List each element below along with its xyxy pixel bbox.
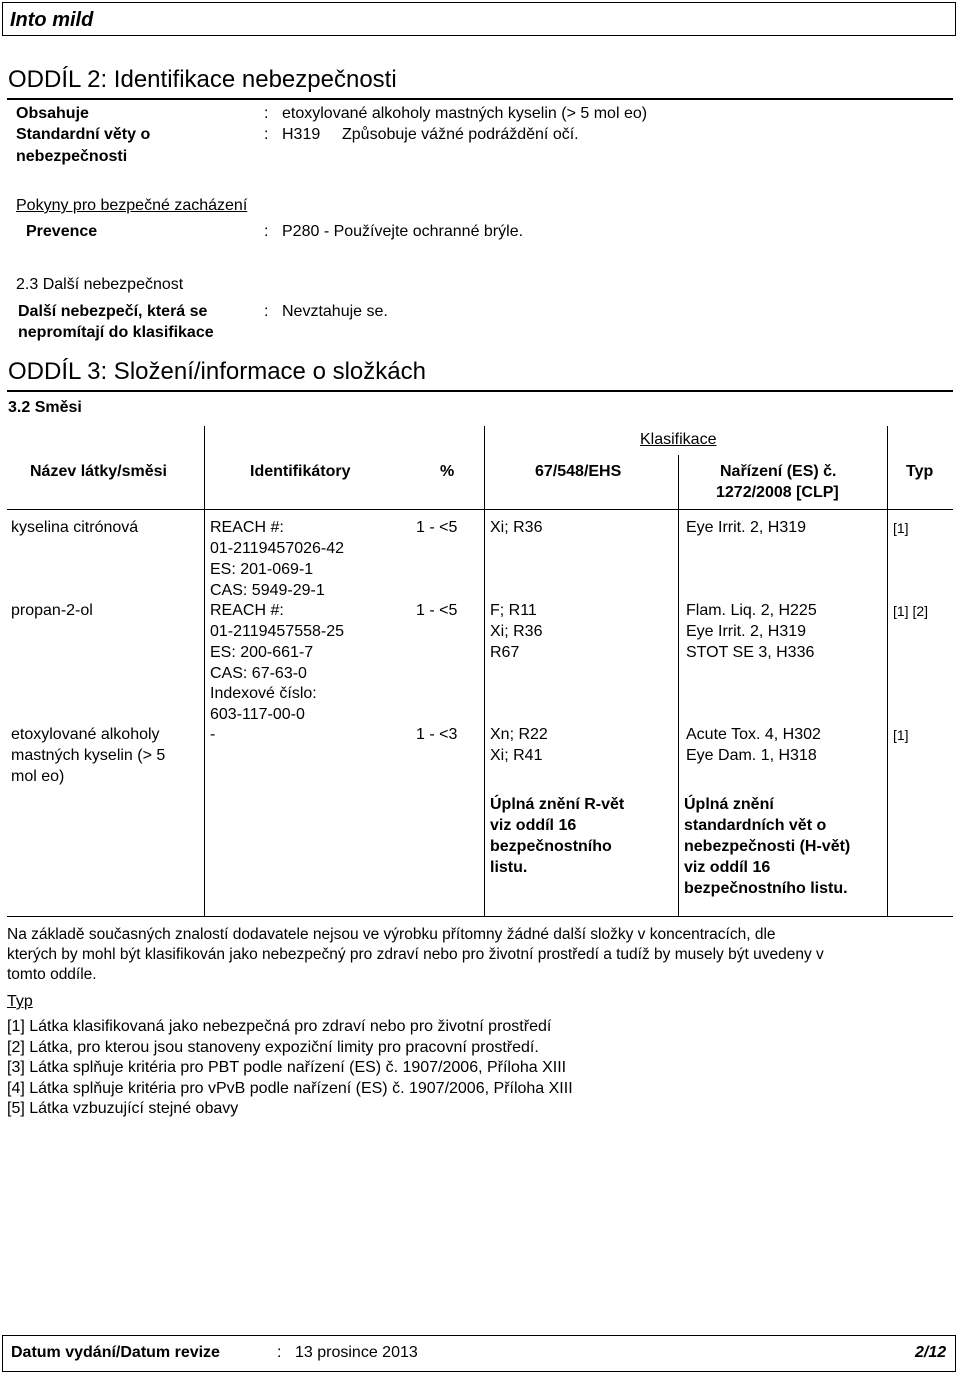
- other-hazards-heading: 2.3 Další nebezpečnost: [16, 276, 184, 293]
- other-hazards-value: Nevztahuje se.: [282, 303, 388, 320]
- row1-identifier: ES: 201-069-1: [210, 561, 314, 578]
- note-clp: bezpečnostního listu.: [684, 880, 848, 897]
- col-group-classification: Klasifikace: [640, 431, 717, 448]
- note-eu67: listu.: [490, 859, 528, 876]
- col-header-clp-line2: 1272/2008 [CLP]: [716, 484, 839, 501]
- contains-value: etoxylované alkoholy mastných kyselin (> 5 mol eo): [282, 105, 648, 122]
- section-2-title: ODDÍL 2: Identifikace nebezpečnosti: [8, 66, 397, 93]
- hazard-label-line2: nebezpečnosti: [16, 148, 128, 165]
- row2-eu67: Xi; R36: [490, 623, 543, 640]
- other-hazards-label-line1: Další nebezpečí, která se: [18, 303, 208, 320]
- grid-line: [7, 916, 953, 917]
- type-note: [3] Látka splňuje kritéria pro PBT podle nařízení (ES) č. 1907/2006, Příloha XIII: [7, 1059, 567, 1076]
- row1-percent: 1 - <5: [416, 519, 458, 536]
- row2-clp: Flam. Liq. 2, H225: [686, 602, 817, 619]
- grid-line: [7, 509, 953, 510]
- grid-line: [484, 426, 485, 916]
- row2-identifier: REACH #:: [210, 602, 284, 619]
- row2-eu67: F; R11: [490, 602, 537, 619]
- row3-eu67: Xi; R41: [490, 747, 543, 764]
- precaution-heading: Pokyny pro bezpečné zacházení: [16, 197, 248, 214]
- section-3-title: ODDÍL 3: Složení/informace o složkách: [8, 358, 426, 385]
- grid-line: [204, 510, 205, 916]
- row2-name: propan-2-ol: [11, 602, 93, 619]
- row1-name: kyselina citrónová: [11, 519, 139, 536]
- hazard-code: H319: [282, 126, 321, 143]
- row2-identifier: ES: 200-661-7: [210, 644, 314, 661]
- note-eu67: Úplná znění R-vět: [490, 796, 625, 813]
- note-clp: viz oddíl 16: [684, 859, 771, 876]
- row1-identifier: REACH #:: [210, 519, 284, 536]
- row2-clp: STOT SE 3, H336: [686, 644, 815, 661]
- row3-eu67: Xn; R22: [490, 726, 548, 743]
- contains-colon: :: [264, 105, 269, 122]
- document-header: [2, 2, 956, 36]
- row2-identifier: 603-117-00-0: [210, 706, 305, 723]
- footer-date: 13 prosince 2013: [295, 1344, 418, 1361]
- prevention-value: P280 - Používejte ochranné brýle.: [282, 223, 524, 240]
- row3-percent: 1 - <3: [416, 726, 458, 743]
- paragraph-line: kterých by mohl být klasifikován jako nebezpečný pro zdraví nebo pro životní prostředí a tudíž by musely být uvedeny v: [7, 946, 824, 963]
- type-heading: Typ: [7, 993, 33, 1010]
- page-number: 2/12: [915, 1344, 947, 1361]
- row3-name: etoxylované alkoholy: [11, 726, 160, 743]
- contains-label: Obsahuje: [16, 105, 89, 122]
- type-note: [4] Látka splňuje kritéria pro vPvB podle nařízení (ES) č. 1907/2006, Příloha XIII: [7, 1080, 573, 1097]
- note-eu67: viz oddíl 16: [490, 817, 577, 834]
- col-header-eu67: 67/548/EHS: [535, 463, 622, 480]
- row1-clp: Eye Irrit. 2, H319: [686, 519, 807, 536]
- row2-eu67: R67: [490, 644, 520, 661]
- col-header-clp-line1: Nařízení (ES) č.: [720, 463, 837, 480]
- hazard-colon: :: [264, 126, 269, 143]
- row3-identifier: -: [210, 726, 216, 743]
- row1-identifier: 01-2119457026-42: [210, 540, 345, 557]
- prevention-label: Prevence: [26, 223, 98, 240]
- note-clp: standardních vět o: [684, 817, 827, 834]
- type-note: [1] Látka klasifikovaná jako nebezpečná pro zdraví nebo pro životní prostředí: [7, 1018, 552, 1035]
- paragraph-line: Na základě současných znalostí dodavatele nejsou ve výrobku přítomny žádné další složky v koncentracích, dle: [7, 926, 776, 943]
- section-2-rule: [7, 98, 953, 100]
- other-hazards-colon: :: [264, 303, 269, 320]
- row3-clp: Eye Dam. 1, H318: [686, 747, 817, 764]
- grid-line: [678, 455, 679, 916]
- row2-identifier: CAS: 67-63-0: [210, 665, 307, 682]
- row1-type: [1]: [893, 520, 909, 536]
- document-footer: [2, 1335, 956, 1372]
- hazard-label-line1: Standardní věty o: [16, 126, 151, 143]
- row2-identifier: Indexové číslo:: [210, 685, 317, 702]
- grid-line: [887, 426, 888, 916]
- section-3-rule: [7, 390, 953, 392]
- product-name: Into mild: [10, 9, 94, 31]
- other-hazards-label-line2: nepromítají do klasifikace: [18, 324, 214, 341]
- row3-clp: Acute Tox. 4, H302: [686, 726, 821, 743]
- type-note: [5] Látka vzbuzující stejné obavy: [7, 1100, 239, 1117]
- row2-percent: 1 - <5: [416, 602, 458, 619]
- hazard-text: Způsobuje vážné podráždění očí.: [342, 126, 579, 143]
- row3-name: mastných kyselin (> 5: [11, 747, 166, 764]
- row2-type: [1] [2]: [893, 603, 929, 619]
- grid-line: [204, 426, 205, 510]
- row1-identifier: CAS: 5949-29-1: [210, 582, 325, 599]
- note-clp: Úplná znění: [684, 796, 774, 813]
- type-note: [2] Látka, pro kterou jsou stanoveny expoziční limity pro pracovní prostředí.: [7, 1039, 539, 1056]
- col-header-type: Typ: [906, 463, 934, 480]
- mixtures-subheading: 3.2 Směsi: [8, 399, 82, 416]
- note-clp: nebezpečnosti (H-vět): [684, 838, 851, 855]
- row1-eu67: Xi; R36: [490, 519, 543, 536]
- row2-identifier: 01-2119457558-25: [210, 623, 345, 640]
- row3-type: [1]: [893, 727, 909, 743]
- col-header-percent: %: [440, 463, 455, 480]
- paragraph-line: tomto oddíle.: [7, 966, 97, 983]
- prevention-colon: :: [264, 223, 269, 240]
- footer-colon: :: [277, 1344, 282, 1361]
- row3-name: mol eo): [11, 768, 65, 785]
- col-header-identifiers: Identifikátory: [250, 463, 351, 480]
- footer-label: Datum vydání/Datum revize: [11, 1344, 220, 1361]
- row2-clp: Eye Irrit. 2, H319: [686, 623, 807, 640]
- col-header-name: Název látky/směsi: [30, 463, 167, 480]
- note-eu67: bezpečnostního: [490, 838, 612, 855]
